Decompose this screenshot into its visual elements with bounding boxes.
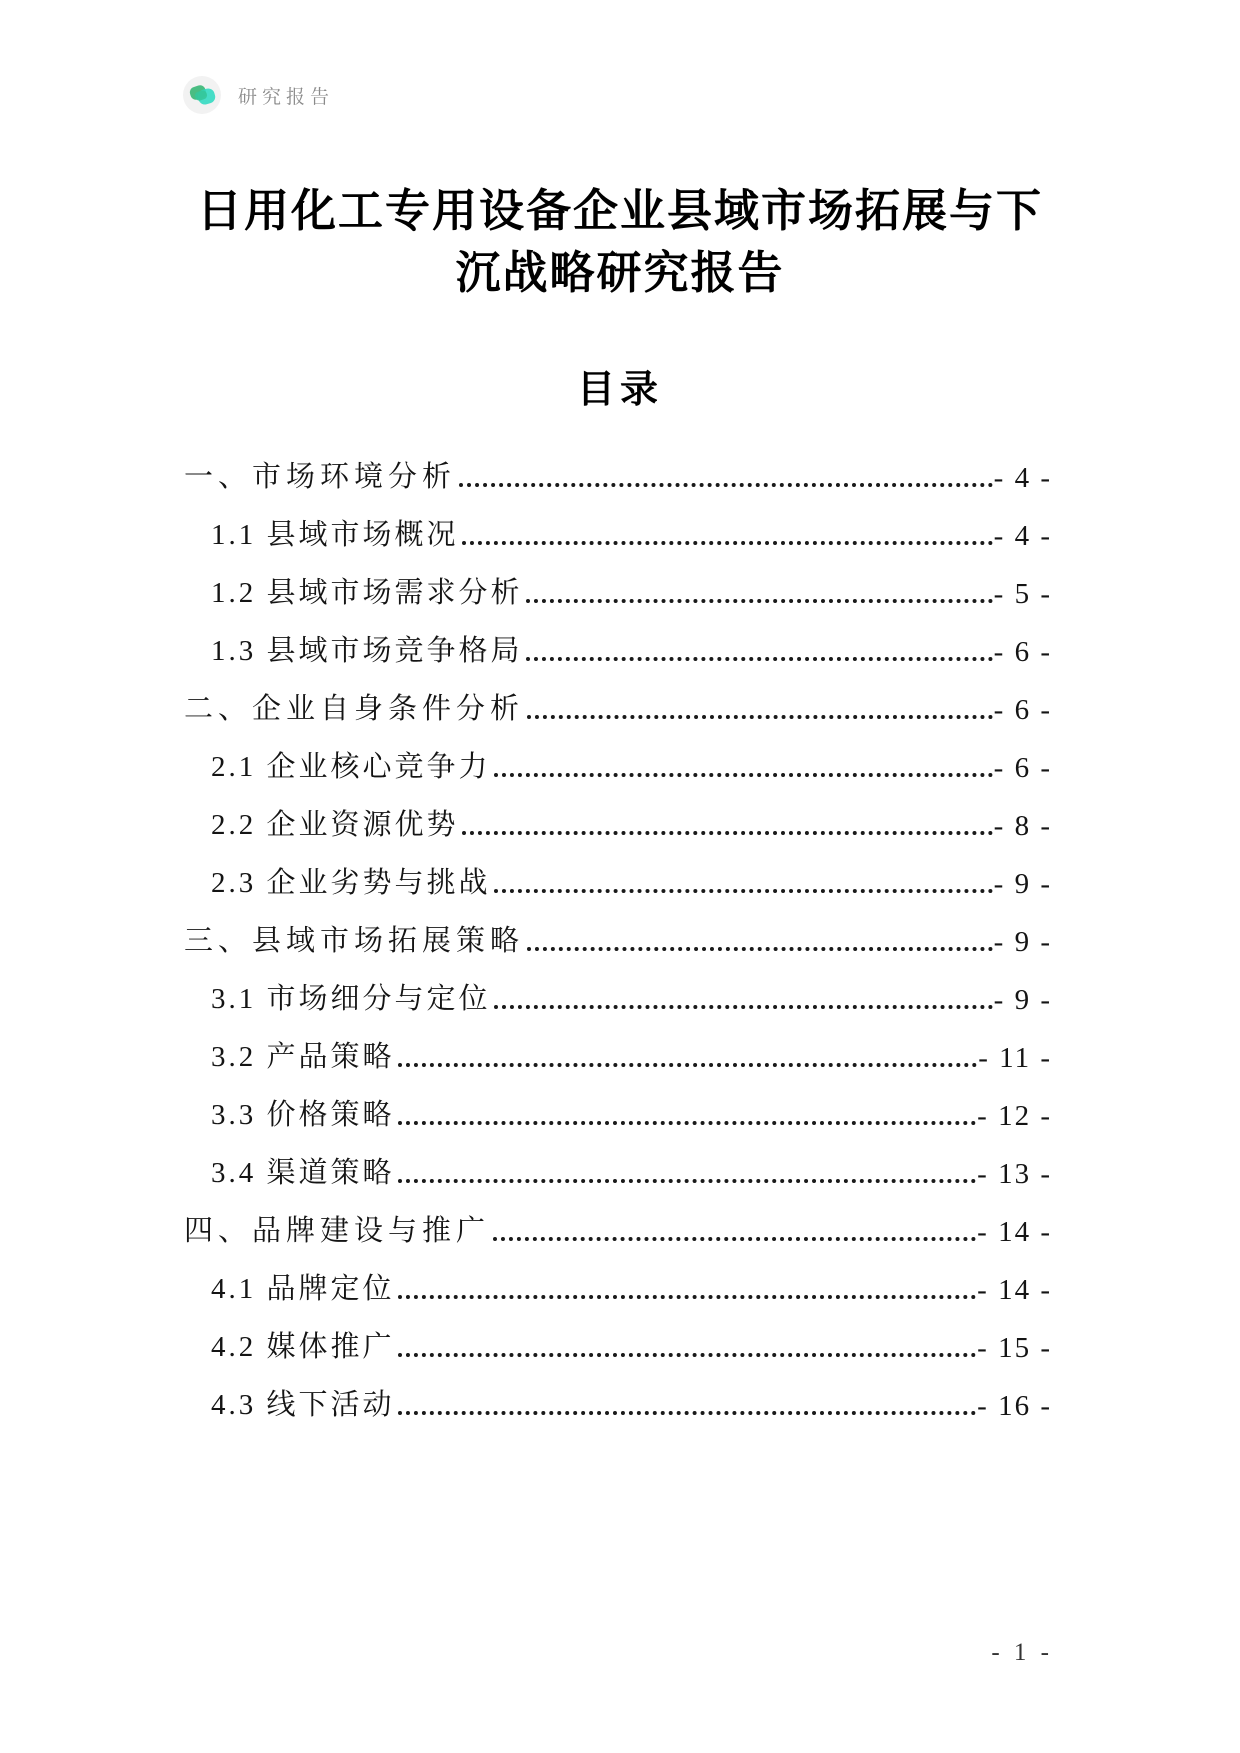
toc-entry[interactable] (184, 1075, 1052, 1133)
toc-dot-leader (398, 1063, 978, 1067)
page-title-line2: 沉战略研究报告 (455, 247, 785, 298)
toc-entry-label: 2.1 企业核心竞争力 (211, 751, 491, 783)
toc-entry-page-number: - 14 - (977, 1274, 1052, 1306)
toc-dot-leader (494, 773, 993, 777)
toc-entry-page-number: - 9 - (993, 926, 1052, 958)
toc-dot-leader (398, 1121, 977, 1125)
toc-entry-label: 1.1 县域市场概况 (211, 519, 459, 551)
toc-dot-leader (494, 889, 993, 893)
toc-dot-leader (526, 657, 993, 661)
footer-page-number: - 1 - (991, 1639, 1053, 1666)
toc-entry-label: 3.4 渠道策略 (211, 1157, 395, 1189)
toc-heading: 目录 (576, 369, 663, 411)
toc-entry-page-number: - 6 - (993, 636, 1052, 668)
toc-entry-label: 二、企业自身条件分析 (184, 693, 525, 725)
toc-entry-label: 2.2 企业资源优势 (211, 809, 459, 841)
toc-entry-page-number: - 4 - (993, 462, 1052, 494)
toc-entry-label: 1.2 县域市场需求分析 (211, 577, 523, 609)
toc-entry[interactable] (184, 1017, 1052, 1075)
toc-entry[interactable] (184, 669, 1052, 727)
toc-dot-leader (398, 1353, 977, 1357)
toc-entry[interactable] (184, 1365, 1052, 1423)
toc-entry-page-number: - 8 - (993, 810, 1052, 842)
toc-entry-label: 4.2 媒体推广 (211, 1331, 395, 1363)
toc-entry-label: 四、品牌建设与推广 (184, 1215, 491, 1247)
toc-entry[interactable] (184, 901, 1052, 959)
toc-dot-leader (526, 599, 993, 603)
toc-entry[interactable] (184, 611, 1052, 669)
toc-entry-page-number: - 4 - (993, 520, 1052, 552)
toc-dot-leader (527, 947, 993, 951)
toc-entry[interactable] (184, 959, 1052, 1017)
toc-entry-page-number: - 12 - (977, 1100, 1052, 1132)
toc-dot-leader (398, 1295, 977, 1299)
toc-entry-page-number: - 9 - (993, 984, 1052, 1016)
toc-entry-page-number: - 16 - (977, 1390, 1052, 1422)
toc-entry-label: 三、县域市场拓展策略 (184, 925, 525, 957)
toc-dot-leader (494, 1005, 993, 1009)
toc-entry[interactable] (184, 1249, 1052, 1307)
toc-dot-leader (398, 1179, 977, 1183)
toc-entry-label: 3.1 市场细分与定位 (211, 983, 491, 1015)
toc-entry-page-number: - 9 - (993, 868, 1052, 900)
toc-entry[interactable] (184, 1307, 1052, 1365)
toc-entry-page-number: - 6 - (993, 694, 1052, 726)
toc-entry-label: 4.1 品牌定位 (211, 1273, 395, 1305)
toc-entry[interactable] (184, 785, 1052, 843)
brand-header (183, 76, 334, 114)
toc-dot-leader (462, 831, 993, 835)
toc-entry-label: 3.2 产品策略 (211, 1041, 395, 1073)
toc-entry-page-number: - 5 - (993, 578, 1052, 610)
toc-entry[interactable] (184, 553, 1052, 611)
toc-entry-page-number: - 6 - (993, 752, 1052, 784)
toc-entry[interactable] (184, 1133, 1052, 1191)
page-title-line1: 日用化工专用设备企业县域市场拓展与下 (196, 185, 1043, 236)
toc-entry[interactable] (184, 843, 1052, 901)
toc-entry[interactable] (184, 495, 1052, 553)
toc-entry-label: 4.3 线下活动 (211, 1389, 395, 1421)
toc-dot-leader (493, 1237, 976, 1241)
page-title (0, 0, 1240, 304)
toc-entry-page-number: - 14 - (977, 1216, 1052, 1248)
toc-entry-page-number: - 15 - (977, 1332, 1052, 1364)
toc-entry[interactable] (184, 437, 1052, 495)
toc-entry-label: 1.3 县域市场竞争格局 (211, 635, 523, 667)
brand-logo-icon (183, 76, 221, 114)
toc-dot-leader (462, 541, 993, 545)
toc-dot-leader (459, 483, 993, 487)
toc-entry-label: 一、市场环境分析 (184, 461, 457, 493)
toc-entry[interactable] (184, 1191, 1052, 1249)
toc-entry-page-number: - 11 - (978, 1042, 1052, 1074)
toc-entry-page-number: - 13 - (977, 1158, 1052, 1190)
toc-entry-label: 2.3 企业劣势与挑战 (211, 867, 491, 899)
brand-text: 研究报告 (238, 86, 335, 108)
toc-entry-label: 3.3 价格策略 (211, 1099, 395, 1131)
toc-dot-leader (527, 715, 993, 719)
toc-entry[interactable] (184, 727, 1052, 785)
toc-dot-leader (398, 1411, 977, 1415)
toc-list (184, 437, 1052, 1423)
